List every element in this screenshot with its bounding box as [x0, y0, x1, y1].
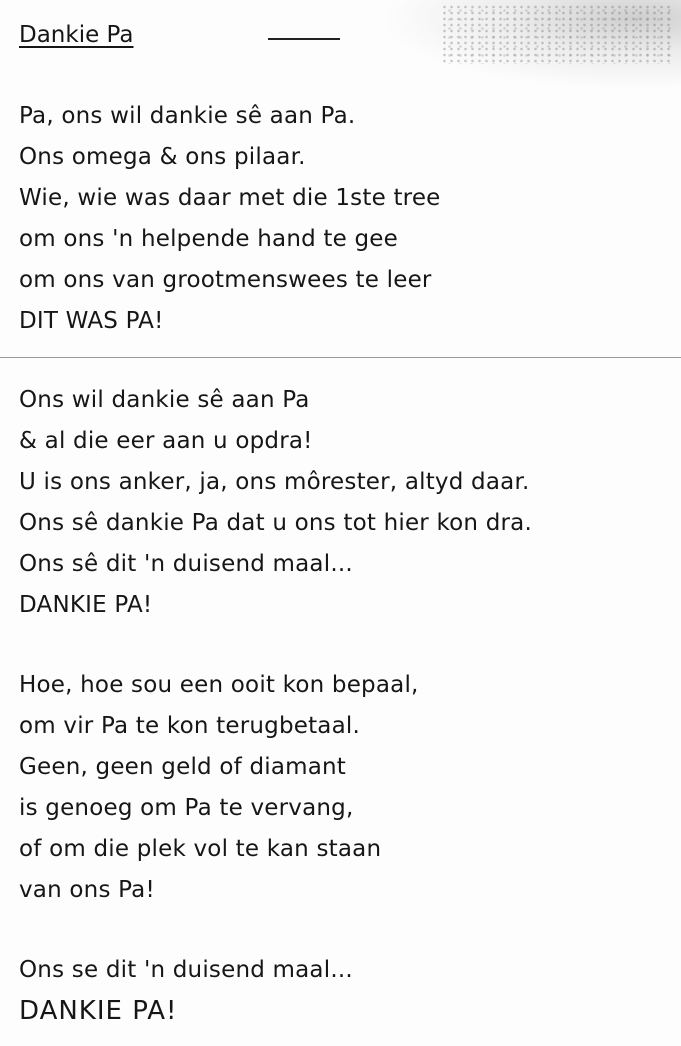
stanza-line: om vir Pa te kon terugbetaal. — [19, 713, 360, 739]
stanza-line: Ons wil dankie sê aan Pa — [19, 387, 310, 413]
title-dash-mark — [268, 38, 340, 40]
photocopy-speckle — [441, 4, 671, 64]
stanza-line: Ons omega & ons pilaar. — [19, 144, 306, 170]
scan-artifact-line — [0, 357, 681, 358]
stanza-line: om ons van grootmenswees te leer — [19, 267, 432, 293]
stanza-4 — [19, 950, 353, 1032]
stanza-line: Ons sê dankie Pa dat u ons tot hier kon dra. — [19, 510, 532, 536]
stanza-line: of om die plek vol te kan staan — [19, 836, 382, 862]
stanza-1 — [19, 96, 441, 342]
stanza-line: & al die eer aan u opdra! — [19, 428, 313, 454]
stanza-line: DANKIE PA! — [19, 592, 153, 618]
stanza-line: van ons Pa! — [19, 877, 155, 903]
stanza-line: Ons sê dit 'n duisend maal... — [19, 551, 353, 577]
stanza-line: Geen, geen geld of diamant — [19, 754, 347, 780]
stanza-3 — [19, 665, 419, 911]
stanza-line: Pa, ons wil dankie sê aan Pa. — [19, 103, 356, 129]
photocopy-smudge — [381, 0, 681, 90]
stanza-line: Wie, wie was daar met die 1ste tree — [19, 185, 441, 211]
stanza-line: om ons 'n helpende hand te gee — [19, 226, 398, 252]
stanza-line: U is ons anker, ja, ons môrester, altyd daar. — [19, 469, 530, 495]
stanza-line: is genoeg om Pa te vervang, — [19, 795, 354, 821]
stanza-line: DIT WAS PA! — [19, 308, 164, 334]
stanza-2 — [19, 380, 532, 626]
stanza-line: Ons se dit 'n duisend maal... — [19, 957, 353, 983]
poem-title: Dankie Pa — [19, 22, 134, 48]
stanza-line: DANKIE PA! — [19, 996, 178, 1026]
stanza-line: Hoe, hoe sou een ooit kon bepaal, — [19, 672, 419, 698]
